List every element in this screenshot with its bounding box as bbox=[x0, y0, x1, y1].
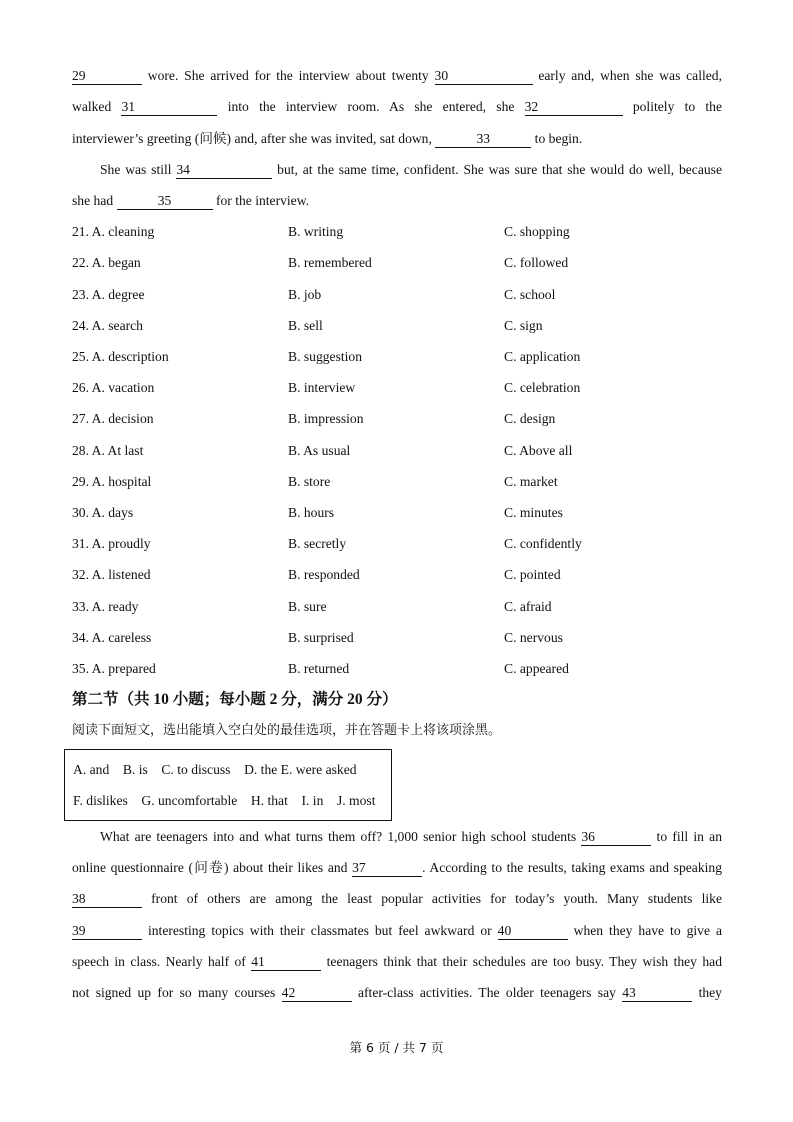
text: to begin. bbox=[531, 131, 583, 146]
option-29-b: B. store bbox=[288, 474, 331, 489]
text: . According to the results, taking exams and speaking bbox=[422, 860, 723, 875]
text: walked bbox=[72, 99, 122, 114]
text: she had bbox=[72, 193, 117, 208]
text: after-class activities. The older teenagers say bbox=[351, 985, 623, 1000]
passage2-line5 bbox=[72, 953, 722, 971]
option-25-a: 25. A. description bbox=[72, 349, 169, 364]
passage2-line6 bbox=[72, 984, 722, 1002]
option-28-b: B. As usual bbox=[288, 443, 351, 458]
text: front of others are among the least popular activities for today’s youth. Many students like bbox=[142, 891, 722, 906]
option-24-b: B. sell bbox=[288, 318, 323, 333]
option-22-b: B. remembered bbox=[288, 255, 372, 270]
option-33-c: C. afraid bbox=[504, 599, 552, 614]
blank-35: 35 bbox=[117, 193, 213, 210]
option-28-a: 28. A. At last bbox=[72, 443, 144, 458]
option-27-b: B. impression bbox=[288, 411, 364, 426]
option-22-a: 22. A. began bbox=[72, 255, 141, 270]
text: to fill in an bbox=[651, 829, 722, 844]
option-31-b: B. secretly bbox=[288, 536, 347, 551]
option-25-b: B. suggestion bbox=[288, 349, 363, 364]
blank-39: 39 bbox=[72, 923, 142, 940]
option-21-b: B. writing bbox=[288, 224, 344, 239]
blank-43: 43 bbox=[622, 985, 692, 1002]
text: She was still bbox=[100, 162, 177, 177]
option-21-c: C. shopping bbox=[504, 224, 570, 239]
word-bank-box bbox=[64, 749, 392, 821]
option-29-a: 29. A. hospital bbox=[72, 474, 152, 489]
option-26-c: C. celebration bbox=[504, 380, 581, 395]
text: into the interview room. As she entered, she bbox=[217, 99, 525, 114]
option-28-c: C. Above all bbox=[504, 443, 573, 458]
blank-36: 36 bbox=[581, 829, 651, 846]
option-31-a: 31. A. proudly bbox=[72, 536, 151, 551]
text: speech in class. Nearly half of bbox=[72, 954, 252, 969]
text: politely to the bbox=[622, 99, 722, 114]
text: teenagers think that their schedules are too busy. They wish they had bbox=[321, 954, 723, 969]
passage1-line3 bbox=[72, 130, 722, 148]
option-23-c: C. school bbox=[504, 287, 556, 302]
option-26-b: B. interview bbox=[288, 380, 356, 395]
option-24-c: C. sign bbox=[504, 318, 543, 333]
text: but, at the same time, confident. She was sure that she would do well, because bbox=[272, 162, 722, 177]
option-29-c: C. market bbox=[504, 474, 558, 489]
option-24-a: 24. A. search bbox=[72, 318, 143, 333]
option-23-b: B. job bbox=[288, 287, 322, 302]
passage2-line4 bbox=[72, 922, 722, 940]
blank-30: 30 bbox=[435, 68, 533, 85]
option-31-c: C. confidently bbox=[504, 536, 582, 551]
passage1-line2 bbox=[72, 98, 722, 116]
blank-34: 34 bbox=[176, 162, 272, 179]
page-footer: 第 6 页 / 共 7 页 bbox=[349, 1040, 444, 1055]
option-33-b: B. sure bbox=[288, 599, 327, 614]
blank-38: 38 bbox=[72, 891, 142, 908]
text: wore. She arrived for the interview about twenty bbox=[142, 68, 435, 83]
option-26-a: 26. A. vacation bbox=[72, 380, 155, 395]
option-35-a: 35. A. prepared bbox=[72, 661, 156, 676]
blank-33: 33 bbox=[435, 131, 531, 148]
option-35-b: B. returned bbox=[288, 661, 350, 676]
passage2-line2 bbox=[72, 859, 722, 877]
passage2-line1 bbox=[72, 828, 722, 846]
text: interviewer’s greeting (问候) and, after she was invited, sat down, bbox=[72, 131, 436, 146]
passage1-line4 bbox=[72, 161, 722, 179]
text: not signed up for so many courses bbox=[72, 985, 282, 1000]
word-bank-line2: F. dislikes G. uncomfortable H. that I. in J. most bbox=[73, 793, 376, 808]
passage2-line3 bbox=[72, 890, 722, 908]
option-27-a: 27. A. decision bbox=[72, 411, 154, 426]
option-34-c: C. nervous bbox=[504, 630, 563, 645]
section-instruction: 阅读下面短文，选出能填入空白处的最佳选项，并在答题卡上将该项涂黑。 bbox=[72, 723, 502, 738]
text: interesting topics with their classmates but feel awkward or bbox=[142, 923, 498, 938]
text: they bbox=[692, 985, 722, 1000]
text: online questionnaire (问卷) about their likes and bbox=[72, 860, 353, 875]
option-30-a: 30. A. days bbox=[72, 505, 134, 520]
option-21-a: 21. A. cleaning bbox=[72, 224, 155, 239]
blank-41: 41 bbox=[251, 954, 321, 971]
option-34-b: B. surprised bbox=[288, 630, 354, 645]
passage1-line5 bbox=[72, 192, 722, 210]
option-32-b: B. responded bbox=[288, 567, 360, 582]
text: for the interview. bbox=[212, 193, 310, 208]
word-bank-line1: A. and B. is C. to discuss D. the E. were asked bbox=[73, 762, 357, 777]
blank-29: 29 bbox=[72, 68, 142, 85]
text: What are teenagers into and what turns them off? 1,000 senior high school students bbox=[100, 829, 582, 844]
option-32-c: C. pointed bbox=[504, 567, 561, 582]
text: when they have to give a bbox=[567, 923, 722, 938]
option-25-c: C. application bbox=[504, 349, 581, 364]
option-34-a: 34. A. careless bbox=[72, 630, 152, 645]
blank-31: 31 bbox=[121, 99, 217, 116]
blank-40: 40 bbox=[498, 923, 568, 940]
option-27-c: C. design bbox=[504, 411, 556, 426]
option-23-a: 23. A. degree bbox=[72, 287, 145, 302]
blank-32: 32 bbox=[525, 99, 623, 116]
option-35-c: C. appeared bbox=[504, 661, 569, 676]
text: early and, when she was called, bbox=[532, 68, 722, 83]
blank-37: 37 bbox=[352, 860, 422, 877]
blank-42: 42 bbox=[282, 985, 352, 1002]
section-title: 第二节（共 10 小题；每小题 2 分，满分 20 分） bbox=[72, 691, 398, 708]
passage1-line1 bbox=[72, 67, 722, 85]
option-32-a: 32. A. listened bbox=[72, 567, 151, 582]
option-22-c: C. followed bbox=[504, 255, 569, 270]
option-30-c: C. minutes bbox=[504, 505, 563, 520]
option-33-a: 33. A. ready bbox=[72, 599, 139, 614]
option-30-b: B. hours bbox=[288, 505, 335, 520]
